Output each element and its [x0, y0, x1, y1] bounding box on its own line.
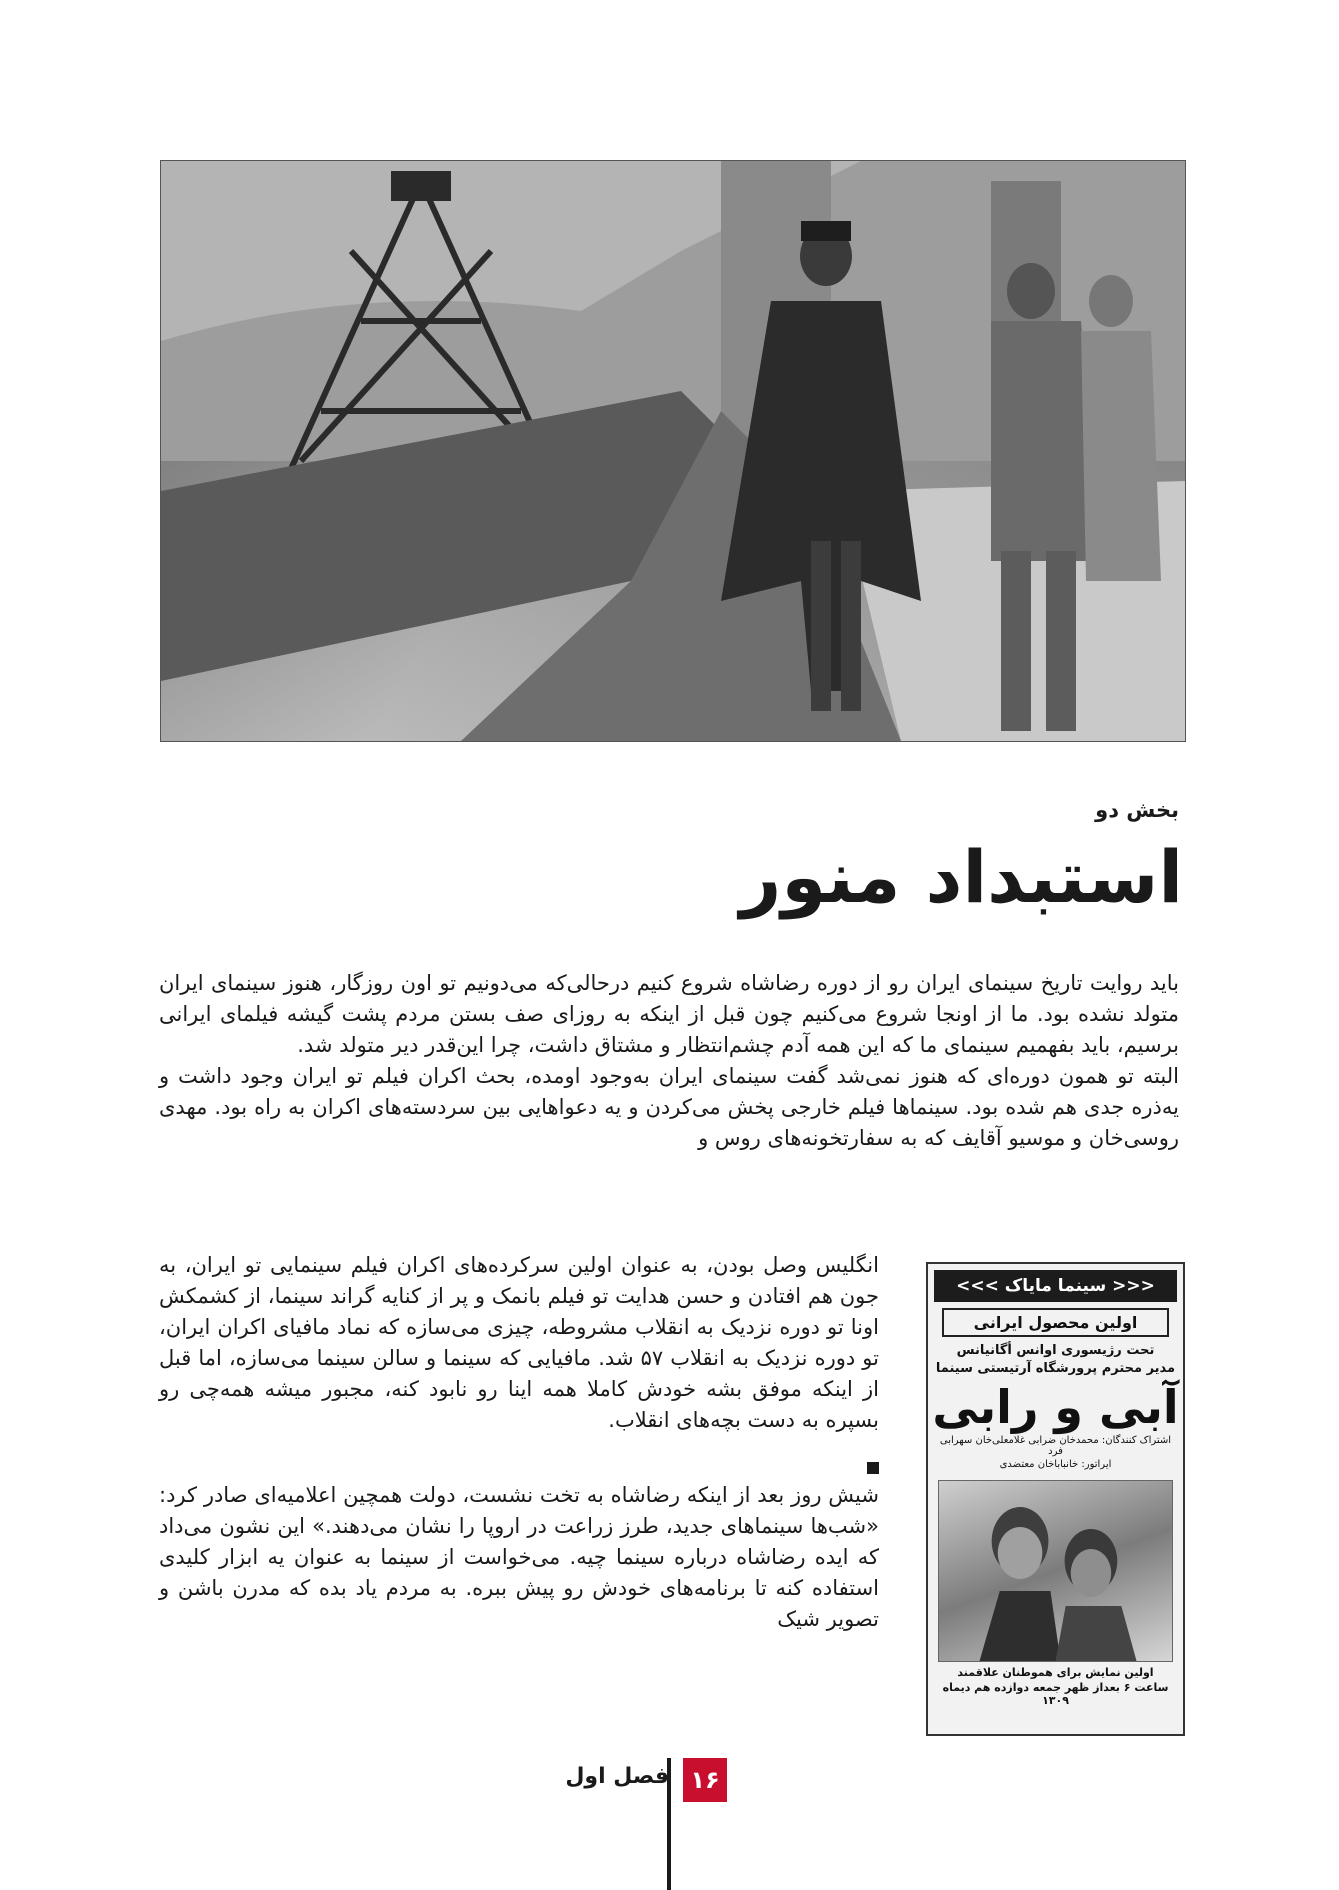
photo-scene	[161, 161, 1185, 741]
poster-cinema-name: <<< سینما مایاک >>>	[934, 1270, 1177, 1302]
paragraph: البته تو همون دوره‌ای که هنوز نمی‌شد گفت سینمای ایران به‌وجود اومده، بحث اکران فیلم تو ایران وجود داشت و یه‌ذره جدی هم شده بود. سینماها فیلم خارجی پخش می‌کردن و یه دعواهایی بین سردسته‌های اکران به راه بود. مهدی روسی‌خان و موسیو آقایف که به سفارتخونه‌های روس و	[159, 1064, 1179, 1150]
page-title: استبداد منور	[739, 835, 1183, 919]
page-number: ۱۶	[683, 1758, 727, 1802]
poster-photo-scene	[939, 1481, 1172, 1661]
poster-director-line: تحت رژیسوری اوانس أگانیانس	[956, 1343, 1155, 1358]
paragraph: انگلیس وصل بودن، به عنوان اولین سرکرده‌های اکران فیلم سینمایی تو ایران، به جون هم افتادن و حسن هدایت تو فیلم بانمک و پر از کنایه گراند سینما، از کشمکش اونا تو دوره نزدیک به انقلاب مشروطه، چیزی می‌سازه که نماد مافیای اکران ایران، تو دوره نزدیک به انقلاب ۵۷ شد. مافیایی که سینما و سالن سینما می‌سازه، اما قبل از اینکه موفق بشه خودش کاملا همه اینا رو نابود کنه، مجبور میشه همه‌چی رو بسپره به دست بچه‌های انقلاب.	[159, 1253, 879, 1432]
column-text	[159, 1250, 879, 1635]
poster-film-title: آبی و رابی	[932, 1380, 1179, 1434]
poster-date-line: ساعت ۶ بعداز ظهر جمعه دوازده هم دیماه ۱۳۰۹	[942, 1680, 1169, 1707]
poster-footer-line: اولین نمایش برای هموطنان علاقمند	[957, 1665, 1154, 1679]
square-bullet-icon	[867, 1462, 879, 1474]
poster-cast-line: اشتراک کنندگان: محمدخان ضرابی غلامعلی‌خان سهرابی فرد	[939, 1434, 1172, 1457]
film-poster	[926, 1262, 1185, 1736]
poster-photo	[938, 1480, 1173, 1662]
chapter-label: فصل اول	[565, 1764, 669, 1789]
poster-manager-line: مدیر محترم پرورشگاه آرتیستی سینما	[935, 1361, 1176, 1376]
section-label: بخش دو	[1095, 798, 1179, 822]
poster-crew-line: ایراتور: خانبابا‌خان معتضدی	[999, 1458, 1112, 1470]
intro-text	[159, 968, 1179, 1154]
historical-photo	[160, 160, 1186, 742]
paragraph: شیش روز بعد از اینکه رضاشاه به تخت نشست، دولت همچین اعلامیه‌ای صادر کرد: «شب‌ها سینماهای جدید، طرز زراعت در اروپا را نشان می‌دهند.» این نشون می‌داد که ایده رضاشاه درباره سینما چیه. می‌خواست از سینما به عنوان یه ابزار کلیدی استفاده کنه تا برنامه‌های خودش رو پیش ببره. به مردم یاد بده که مدرن باشن و تصویر شیک	[159, 1483, 879, 1631]
poster-subtitle: اولین محصول ایرانی	[942, 1308, 1169, 1337]
paragraph: باید روایت تاریخ سینمای ایران رو از دوره رضاشاه شروع کنیم درحالی‌که می‌دونیم تو اون روزگار، هنوز سینمای ایران متولد نشده بود. ما از اونجا شروع می‌کنیم چون قبل از اینکه به روزای صف بستن مردم پشت گیشه فیلمای ایرانی برسیم، باید بفهمیم سینمای ما که این همه آدم چشم‌انتظار و مشتاق داشت، چرا این‌قدر دیر متولد شد.	[159, 971, 1179, 1057]
